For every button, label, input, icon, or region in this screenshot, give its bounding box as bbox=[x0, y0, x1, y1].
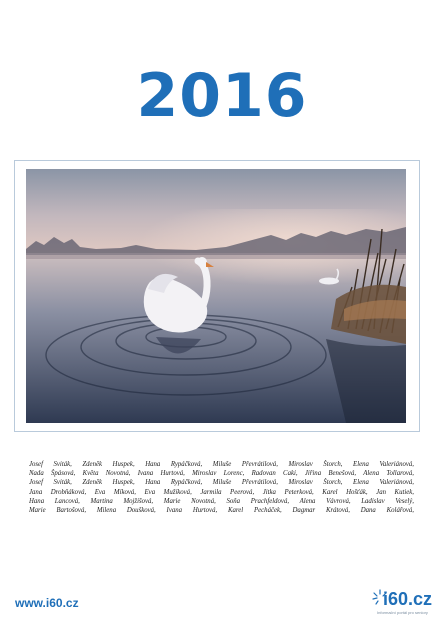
authors-line: Marie Bartošová, Milena Doušková, Ivana Hurtová, Karel Pecháček, Dagmar Krátová, Dana Kolářová, bbox=[29, 507, 414, 515]
authors-line: Josef Sviták, Zdeněk Huspek, Hana Rypáčková, Miluše Převrátilová, Miroslav Štorch, Elena Valeriánová, bbox=[29, 461, 414, 468]
website-link[interactable]: www.i60.cz bbox=[15, 596, 79, 610]
authors-line: Josef Sviták, Zdeněk Huspek, Hana Rypáčková, Miluše Převrátilová, Miroslav Štorch, Elena Valeriánová, bbox=[29, 479, 414, 487]
photo-illustration bbox=[26, 169, 406, 423]
logo-text: i60.cz bbox=[383, 589, 433, 609]
authors-line: Nada Špásová, Květa Novotná, Ivana Hurtová, Miroslav Lorenc, Radovan Caki, Jiřina Benešová, Alena Tollarová, bbox=[29, 470, 414, 478]
logo-tagline: Informační portál pro seniory bbox=[377, 610, 428, 615]
authors-line: Hana Lancová, Martina Mojžíšová, Marie Novotná, Soňa Prachfeldová, Alena Vávrová, Ladislav Veselý, bbox=[29, 497, 414, 505]
swan-lake-photo bbox=[26, 169, 406, 423]
year-title: 2016 bbox=[136, 61, 308, 131]
authors-line: Jana Drobňáková, Eva Míková, Eva Mužíková, Jarmila Peerová, Jitka Peterková, Karel Hošťák, Jan Kutiek, bbox=[29, 488, 414, 496]
authors-list bbox=[29, 460, 414, 515]
photo-frame bbox=[14, 160, 420, 432]
i60-logo[interactable] bbox=[371, 588, 433, 618]
